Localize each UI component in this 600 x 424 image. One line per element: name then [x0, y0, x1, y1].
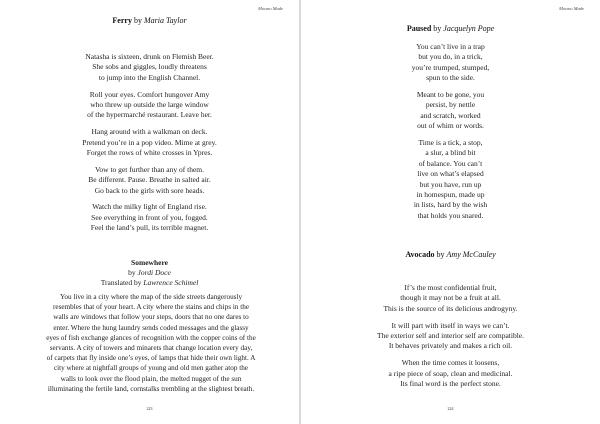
stanza	[301, 283, 600, 314]
running-head-right: Mocmo Made	[559, 6, 584, 11]
poem-line: in lists, hard by the wish	[413, 200, 488, 210]
poem-title-avocado	[301, 250, 600, 259]
stanza	[301, 358, 600, 389]
poem-line: Watch the milky light of England rise.	[92, 202, 207, 212]
translator-line	[0, 278, 299, 288]
byline-somewhere	[0, 268, 299, 278]
stanza	[0, 90, 299, 121]
poem-line: spun to the side.	[426, 73, 475, 83]
poem-line: that holds you snared.	[417, 210, 484, 220]
prose-line: of carpets that fly inside one’s eyes, of lamps that hide their own light. A	[46, 354, 256, 363]
poem-line: and scratch, worked	[420, 110, 481, 120]
stanza	[0, 127, 299, 158]
poem-line: out of whim or words.	[417, 121, 484, 131]
stanza	[301, 321, 600, 352]
stanza	[0, 202, 299, 233]
poem-line: Forget the rows of white crosses in Ypres.	[86, 148, 213, 158]
poem-line: The exterior self and interior self are compatible.	[376, 331, 525, 341]
running-head-left: Mocmo Made	[258, 6, 283, 11]
poem-line: you’re trumped, stumped,	[411, 62, 490, 72]
poem-line: She sobs and giggles, loudly threatens	[92, 62, 207, 72]
prose-line: servants. A city of towers and minarets that change location every day,	[49, 344, 253, 353]
poem-title-paused	[301, 24, 600, 33]
prose-line: illuminating the fertile land, cornstalks trembling at the slightest breath.	[47, 384, 255, 393]
poem-body-paused	[301, 42, 600, 228]
prose-line: eyes of fish exchange glances of recognition with the copper coins of the	[46, 333, 256, 342]
poem-body-avocado	[301, 283, 600, 396]
author-name: Maria Taylor	[143, 16, 187, 25]
prose-line: enter. Where the hung laundry sends coded messages and the glassy	[53, 323, 249, 332]
poem-line: Natasha is sixteen, drunk on Flemish Beer.	[85, 52, 214, 61]
stanza	[301, 90, 600, 132]
poem-line: See everything in front of you, fogged.	[91, 212, 208, 222]
prose-body-somewhere	[22, 292, 280, 394]
poem-line: Go back to the girls with sore heads.	[94, 185, 205, 195]
stanza	[0, 165, 299, 196]
stanza	[301, 42, 600, 84]
poem-body-ferry	[0, 52, 299, 240]
poem-line: who threw up outside the large window	[90, 100, 209, 110]
poem-line: Feel the land’s pull, its terrible magnet.	[90, 223, 209, 233]
poem-line: Vow to get further than any of them.	[94, 164, 204, 174]
prose-line: You live in a city where the map of the side streets dangerously	[59, 293, 243, 301]
poem-line: It will part with itself in ways we can’t.	[391, 320, 510, 330]
poem-line: Meant to be gone, you	[416, 90, 485, 100]
prose-line: city where at nightfall groups of young and old men gather atop the	[53, 364, 248, 373]
by-word: by	[433, 24, 442, 33]
poem-line: Hang around with a walkman on deck.	[91, 127, 208, 137]
poem-line: in homespun, made up	[416, 190, 485, 200]
poem-line: Pretend you’re in a pop video. Mime at grey.	[82, 137, 217, 147]
poem-line: persist, by nettle	[425, 100, 476, 110]
stanza	[301, 138, 600, 221]
translator-name: Lawrence Schimel	[143, 278, 199, 287]
page-number-left: 223	[146, 406, 153, 411]
poem-line: a ripe piece of soap, clean and medicinal.	[388, 368, 513, 378]
by-word: by	[133, 16, 142, 25]
poem-line: but you do, in a trick,	[418, 52, 483, 62]
author-name: Jacquelyn Pope	[443, 24, 495, 33]
translated-by-label: Translated by	[100, 278, 142, 287]
title-text: Paused	[406, 24, 432, 33]
prose-line: walls to look over the flood plain, the melted nugget of the sun	[60, 374, 242, 383]
page-number-right: 224	[447, 406, 454, 411]
poem-line: Its final word is the perfect stone.	[400, 379, 501, 389]
poem-line: of the hypermarché restaurant. Leave her.	[87, 110, 212, 120]
right-page	[301, 0, 600, 424]
prose-line: walls are windows that follow your steps, doors that no one dares to	[53, 313, 249, 322]
poem-line: of balance. You can’t	[418, 158, 483, 168]
poem-line: If’s the most confidential fruit,	[404, 283, 497, 292]
by-word: by	[436, 250, 445, 259]
poem-title-somewhere: Somewhere	[131, 258, 168, 267]
title-text: Ferry	[112, 16, 132, 25]
poem-line: live on what’s elapsed	[417, 169, 484, 179]
stanza	[0, 52, 299, 83]
poem-line: Be different. Pause. Breathe in salted air.	[88, 175, 211, 185]
prose-line: resembles that of your heart. A city where the stains and chips in the	[52, 303, 249, 312]
poem-line: This is the source of its delicious androgyny.	[383, 303, 518, 313]
poem-line: Roll your eyes. Comfort hungover Amy	[89, 89, 210, 99]
poem-line: You can’t live in a trap	[416, 42, 485, 51]
author-name: Amy McCauley	[446, 250, 496, 259]
by-word: by	[128, 268, 136, 277]
poem-line: When the time comes it loosens,	[401, 358, 500, 368]
poem-line: It behaves privately and makes a rich oil.	[388, 341, 513, 351]
poem-line: though it may not be a fruit at all.	[400, 293, 501, 303]
poem-line: a slur, a blind bit	[425, 148, 476, 158]
poem-line: but you have, run up	[419, 179, 482, 189]
poem-line: to jump into the English Channel.	[98, 72, 201, 82]
poem-title-ferry	[0, 16, 299, 25]
author-name: Jordi Doce	[137, 268, 171, 277]
title-text: Avocado	[405, 250, 435, 259]
poem-line: Time is a tick, a stop,	[418, 138, 483, 148]
left-page	[0, 0, 299, 424]
